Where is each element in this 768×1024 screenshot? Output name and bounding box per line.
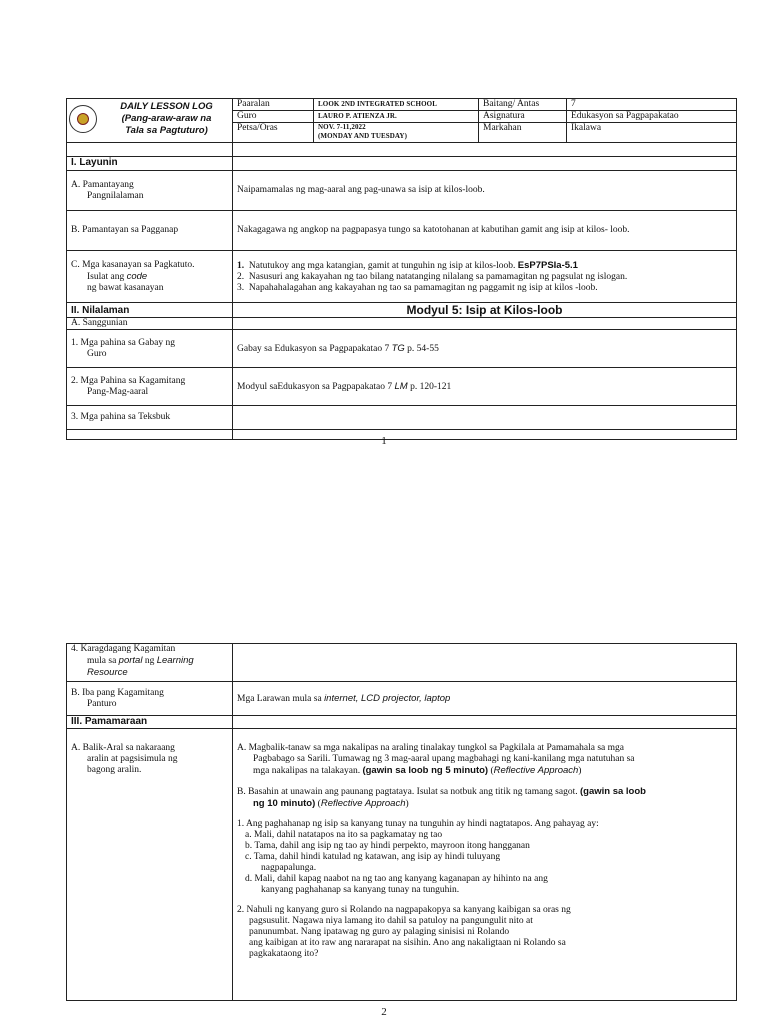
iba-pang-label-1: B. Iba pang Kagamitang <box>71 687 164 698</box>
pamantayang-label-1: A. Pamantayang <box>71 179 134 190</box>
spacer-cell <box>233 716 737 729</box>
karagdagang-label-2a: mula sa <box>87 656 117 666</box>
sanggunian-label: A. Sanggunian <box>67 318 233 330</box>
modyul-title: Modyul 5: Isip at Kilos-loob <box>233 303 737 318</box>
kasanayan-item-2 <box>237 272 732 283</box>
spacer-cell <box>67 143 233 157</box>
title-line-3: Tala sa Pagtuturo) <box>125 125 208 136</box>
subject-value: Edukasyon sa Pagpapakatao <box>567 111 737 123</box>
spacer-cell <box>233 318 737 330</box>
balik-aral-label-3: bagong aralin. <box>87 765 142 775</box>
lesson-log-page-2 <box>66 643 736 1001</box>
kasanayan-text: Nasusuri ang kakayahan ng tao bilang natatanging nilalang sa pamamagitan ng pagsulat ng islogan. <box>248 271 628 282</box>
pamantayang-label-2: Pangnilalaman <box>87 190 144 201</box>
gabay-pages: p. 54-55 <box>407 343 439 354</box>
part-a-line-3: mga nakalipas na talakayan. (gawin sa loob ng 5 minuto) (Reflective Approach) <box>253 765 582 776</box>
question-2-line-5: pagkakataong ito? <box>249 949 319 959</box>
kasanayan-label-3: ng bawat kasanayan <box>87 282 164 293</box>
spacer-cell <box>233 157 737 171</box>
layunin-heading: I. Layunin <box>67 157 233 171</box>
balik-aral-label-1: A. Balik-Aral sa nakaraang <box>71 743 175 753</box>
karagdagang-label-2c: ng <box>144 656 155 666</box>
kasanayan-num: 3. <box>237 282 245 293</box>
date-label: Petsa/Oras <box>233 123 314 143</box>
karagdagang-value <box>233 644 737 682</box>
part-a-approach: Reflective Approach <box>493 765 579 776</box>
question-1-choice-d-cont: kanyang paghahanap sa kanyang tunay na tunguhin. <box>261 885 460 895</box>
grade-value: 7 <box>567 99 737 111</box>
nilalaman-heading: II. Nilalaman <box>67 303 233 318</box>
page-number-1: 1 <box>381 435 387 447</box>
kagamitang-label <box>67 368 233 406</box>
gabay-guro-label-2: Guro <box>87 348 107 359</box>
question-1-choice-c: c. Tama, dahil hindi katulad ng katawan, ang isip ay hindi tuluyang <box>245 852 501 862</box>
kasanayan-num: 2. <box>237 271 245 282</box>
question-1-choice-a: a. Mali, dahil natatapos na ito sa pagkamatay ng tao <box>245 830 443 840</box>
iba-pang-label <box>67 682 233 716</box>
date-days: (MONDAY AND TUESDAY) <box>318 132 407 140</box>
subject-label: Asignatura <box>479 111 567 123</box>
page-number-2: 2 <box>381 1006 387 1018</box>
karagdagang-resource: Resource <box>87 667 128 678</box>
kagamitang-label-2: Pang-Mag-aaral <box>87 386 149 397</box>
grade-label: Baitang/ Antas <box>479 99 567 111</box>
karagdagang-learning: Learning <box>156 655 194 666</box>
karagdagang-label-1: 4. Karagdagang Kagamitan <box>71 644 176 654</box>
pamantayang-value: Naipamamalas ng mag-aaral ang pag-unawa sa isip at kilos-loob. <box>233 171 737 211</box>
question-1-choice-c-cont: nagpapalunga. <box>261 863 317 873</box>
kagamitang-value <box>233 368 737 406</box>
modyul-pages: p. 120-121 <box>410 381 452 392</box>
part-b-line-1 <box>237 786 732 798</box>
school-label: Paaralan <box>233 99 314 111</box>
question-2-line-1: 2. Nahuli ng kanyang guro si Rolando na nagpapakopya sa kanyang kaibigan sa oras ng <box>237 905 571 915</box>
title-line-1: DAILY LESSON LOG <box>120 101 213 112</box>
kasanayan-item-1 <box>237 260 732 272</box>
part-a-line-2: Pagbabago sa Sarili. Tumawag ng 3 mag-aaral upang magbahagi ng kani-kanilang mga natutuhan sa <box>253 754 635 764</box>
part-b-time-2: ng 10 minuto) <box>253 798 316 809</box>
kasanayan-label-2b: code <box>126 270 148 282</box>
question-2-line-3: panunumbat. Nang ipatawag ng guro ay palaging sinisisi ni Rolando <box>249 927 510 937</box>
balik-aral-content <box>233 729 737 1001</box>
part-b-time-1: (gawin sa loob <box>579 786 646 797</box>
gabay-tg: TG <box>391 342 405 354</box>
question-1-choice-b: b. Tama, dahil ang isip ng tao ay hindi perpekto, mayroon itong hangganan <box>245 841 530 851</box>
school-seal-icon <box>69 105 97 133</box>
modyul-text: Modyul saEdukasyon sa Pagpapakatao 7 <box>237 381 393 392</box>
kasanayan-list <box>233 251 737 303</box>
lesson-log-page-1 <box>66 98 736 440</box>
part-b-text: B. Basahin at unawain ang paunang pagtataya. Isulat sa notbuk ang titik ng tamang sagot. <box>237 787 578 797</box>
quarter-label: Markahan <box>479 123 567 143</box>
karagdagang-portal: portal <box>118 655 143 666</box>
teacher-label: Guro <box>233 111 314 123</box>
part-a-text: mga nakalipas na talakayan. <box>253 766 361 776</box>
part-b-approach: Reflective Approach <box>320 798 406 809</box>
pamamaraan-heading: III. Pamamaraan <box>67 716 233 729</box>
kagamitang-label-1: 2. Mga Pahina sa Kagamitang <box>71 375 186 386</box>
teksbuk-value <box>233 406 737 430</box>
part-a-time: (gawin sa loob ng 5 minuto) <box>362 765 489 776</box>
iba-pang-label-2: Panturo <box>87 698 117 709</box>
teacher-value: LAURO P. ATIENZA JR. <box>314 111 479 123</box>
question-1: 1. Ang paghahanap ng isip sa kanyang tunay na tunguhin ay hindi nagtatapos. Ang pahayag ay: <box>237 819 599 829</box>
question-1-choice-d: d. Mali, dahil kapag naabot na ng tao ang kanyang kaganapan ay hihinto na ang <box>245 874 548 884</box>
lesson-log-table-2 <box>66 643 737 1001</box>
part-b-line-2: ng 10 minuto) (Reflective Approach) <box>253 798 409 809</box>
kasanayan-text: Natutukoy ang mga katangian, gamit at tunguhin ng isip at kilos-loob. <box>248 260 516 271</box>
title-cell <box>67 99 233 143</box>
kasanayan-code: EsP7PSIa-5.1 <box>517 259 578 271</box>
kasanayan-label-2a: Isulat ang <box>87 271 125 282</box>
pagganap-value: Nakagagawa ng angkop na pagpapasya tungo sa katotohanan at kabutihan gamit ang isip at kilos- loob. <box>233 211 737 251</box>
larawan-text: Mga Larawan mula sa <box>237 693 322 704</box>
larawan-items: internet, LCD projector, laptop <box>324 692 451 704</box>
kasanayan-item-3 <box>237 283 732 294</box>
kasanayan-num: 1. <box>237 260 245 271</box>
title-line-2: (Pang-araw-araw na <box>121 113 212 124</box>
lesson-log-table-1 <box>66 98 737 440</box>
date-range: NOV. 7-11,2022 <box>318 123 366 131</box>
school-value: LOOK 2ND INTEGRATED SCHOOL <box>314 99 479 111</box>
pamantayang-label <box>67 171 233 211</box>
pagganap-label: B. Pamantayan sa Pagganap <box>67 211 233 251</box>
gabay-text: Gabay sa Edukasyon sa Pagpapakatao 7 <box>237 343 390 354</box>
modyul-lm: LM <box>394 380 408 392</box>
date-value <box>314 123 479 143</box>
quarter-value: Ikalawa <box>567 123 737 143</box>
balik-aral-label <box>67 729 233 1001</box>
gabay-guro-label <box>67 330 233 368</box>
balik-aral-label-2: aralin at pagsisimula ng <box>87 754 178 764</box>
kasanayan-label <box>67 251 233 303</box>
spacer-cell <box>233 143 737 157</box>
iba-pang-value <box>233 682 737 716</box>
gabay-guro-label-1: 1. Mga pahina sa Gabay ng <box>71 337 175 348</box>
question-2-line-2: pagsusulit. Nagawa niya lamang ito dahil sa patuloy na pangungulit nito at <box>249 916 533 926</box>
gabay-guro-value <box>233 330 737 368</box>
question-2-line-4: ang kaibigan at ito raw ang nararapat na sisihin. Ano ang nakaligtaan ni Rolando sa <box>249 938 566 948</box>
karagdagang-label <box>67 644 233 682</box>
teksbuk-label: 3. Mga pahina sa Teksbuk <box>67 406 233 430</box>
kasanayan-label-1: C. Mga kasanayan sa Pagkatuto. <box>71 259 195 270</box>
kasanayan-text: Napahahalagahan ang kakayahan ng tao sa pamamagitan ng paggamit ng isip at kilos -loob. <box>248 282 598 293</box>
part-a-line-1: A. Magbalik-tanaw sa mga nakalipas na araling tinalakay tungkol sa Pagkilala at Pamamahala sa mga <box>237 743 624 753</box>
